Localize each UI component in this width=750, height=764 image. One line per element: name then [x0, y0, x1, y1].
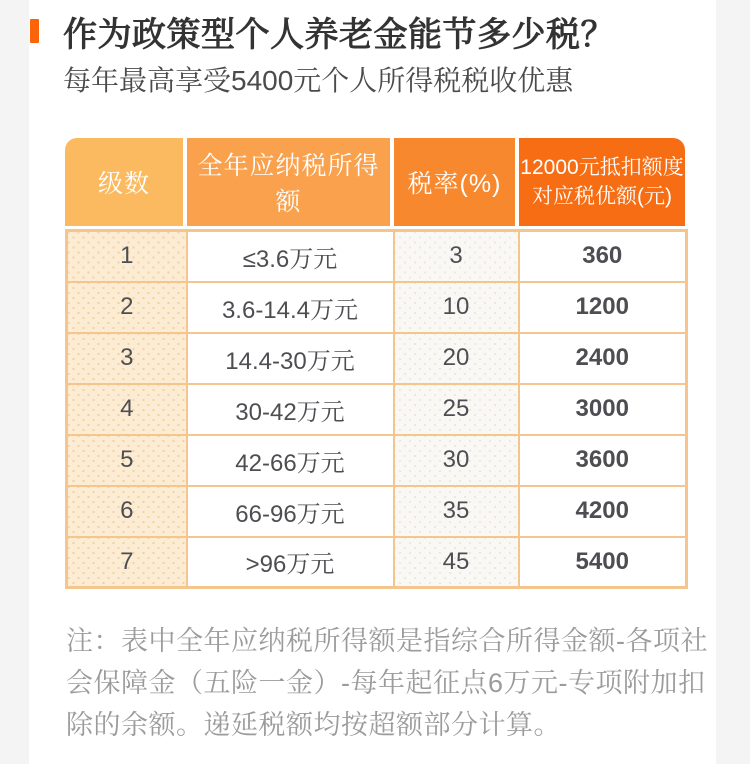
table-row — [67, 537, 687, 588]
cell-benefit: 1200 — [519, 282, 687, 333]
cell-rate: 10 — [394, 282, 519, 333]
table-header-rate: 税率(%) — [394, 138, 515, 226]
cell-rate: 20 — [394, 333, 519, 384]
table-row — [67, 486, 687, 537]
table-header-benefit — [519, 138, 685, 226]
table-header-level: 级数 — [65, 138, 183, 226]
cell-benefit: 3000 — [519, 384, 687, 435]
cell-level: 6 — [67, 486, 187, 537]
cell-level: 7 — [67, 537, 187, 588]
cell-benefit: 3600 — [519, 435, 687, 486]
cell-income: 14.4-30万元 — [187, 333, 394, 384]
table-header-row — [65, 138, 685, 226]
table-row — [67, 333, 687, 384]
cell-rate: 25 — [394, 384, 519, 435]
title-row — [29, 13, 716, 54]
cell-rate: 35 — [394, 486, 519, 537]
title-bullet-icon — [30, 19, 39, 43]
cell-rate: 30 — [394, 435, 519, 486]
cell-benefit: 2400 — [519, 333, 687, 384]
tax-table — [65, 138, 685, 589]
content-card — [29, 0, 716, 764]
cell-benefit: 360 — [519, 231, 687, 282]
cell-income: ≤3.6万元 — [187, 231, 394, 282]
table-row — [67, 435, 687, 486]
cell-income: 3.6-14.4万元 — [187, 282, 394, 333]
table-row — [67, 231, 687, 282]
page-subtitle: 每年最高享受5400元个人所得税税收优惠 — [63, 65, 574, 96]
table-header-benefit-line1: 12000元抵扣额度 — [520, 156, 684, 179]
page-title: 作为政策型个人养老金能节多少税？ — [63, 15, 615, 54]
cell-income: 30-42万元 — [187, 384, 394, 435]
cell-level: 1 — [67, 231, 187, 282]
cell-level: 5 — [67, 435, 187, 486]
cell-benefit: 5400 — [519, 537, 687, 588]
cell-rate: 3 — [394, 231, 519, 282]
cell-income: >96万元 — [187, 537, 394, 588]
cell-level: 3 — [67, 333, 187, 384]
table-header-income: 全年应纳税所得额 — [187, 138, 390, 226]
table-row — [67, 282, 687, 333]
cell-level: 2 — [67, 282, 187, 333]
cell-level: 4 — [67, 384, 187, 435]
table-body — [65, 229, 688, 589]
table-header-benefit-line2: 对应税优额(元) — [532, 185, 672, 208]
table-row — [67, 384, 687, 435]
footnote: 注：表中全年应纳税所得额是指综合所得金额-各项社会保障金（五险一金）-每年起征点6万元-专项附加扣除的余额。递延税额均按超额部分计算。 — [66, 626, 708, 740]
cell-rate: 45 — [394, 537, 519, 588]
cell-income: 66-96万元 — [187, 486, 394, 537]
cell-benefit: 4200 — [519, 486, 687, 537]
cell-income: 42-66万元 — [187, 435, 394, 486]
